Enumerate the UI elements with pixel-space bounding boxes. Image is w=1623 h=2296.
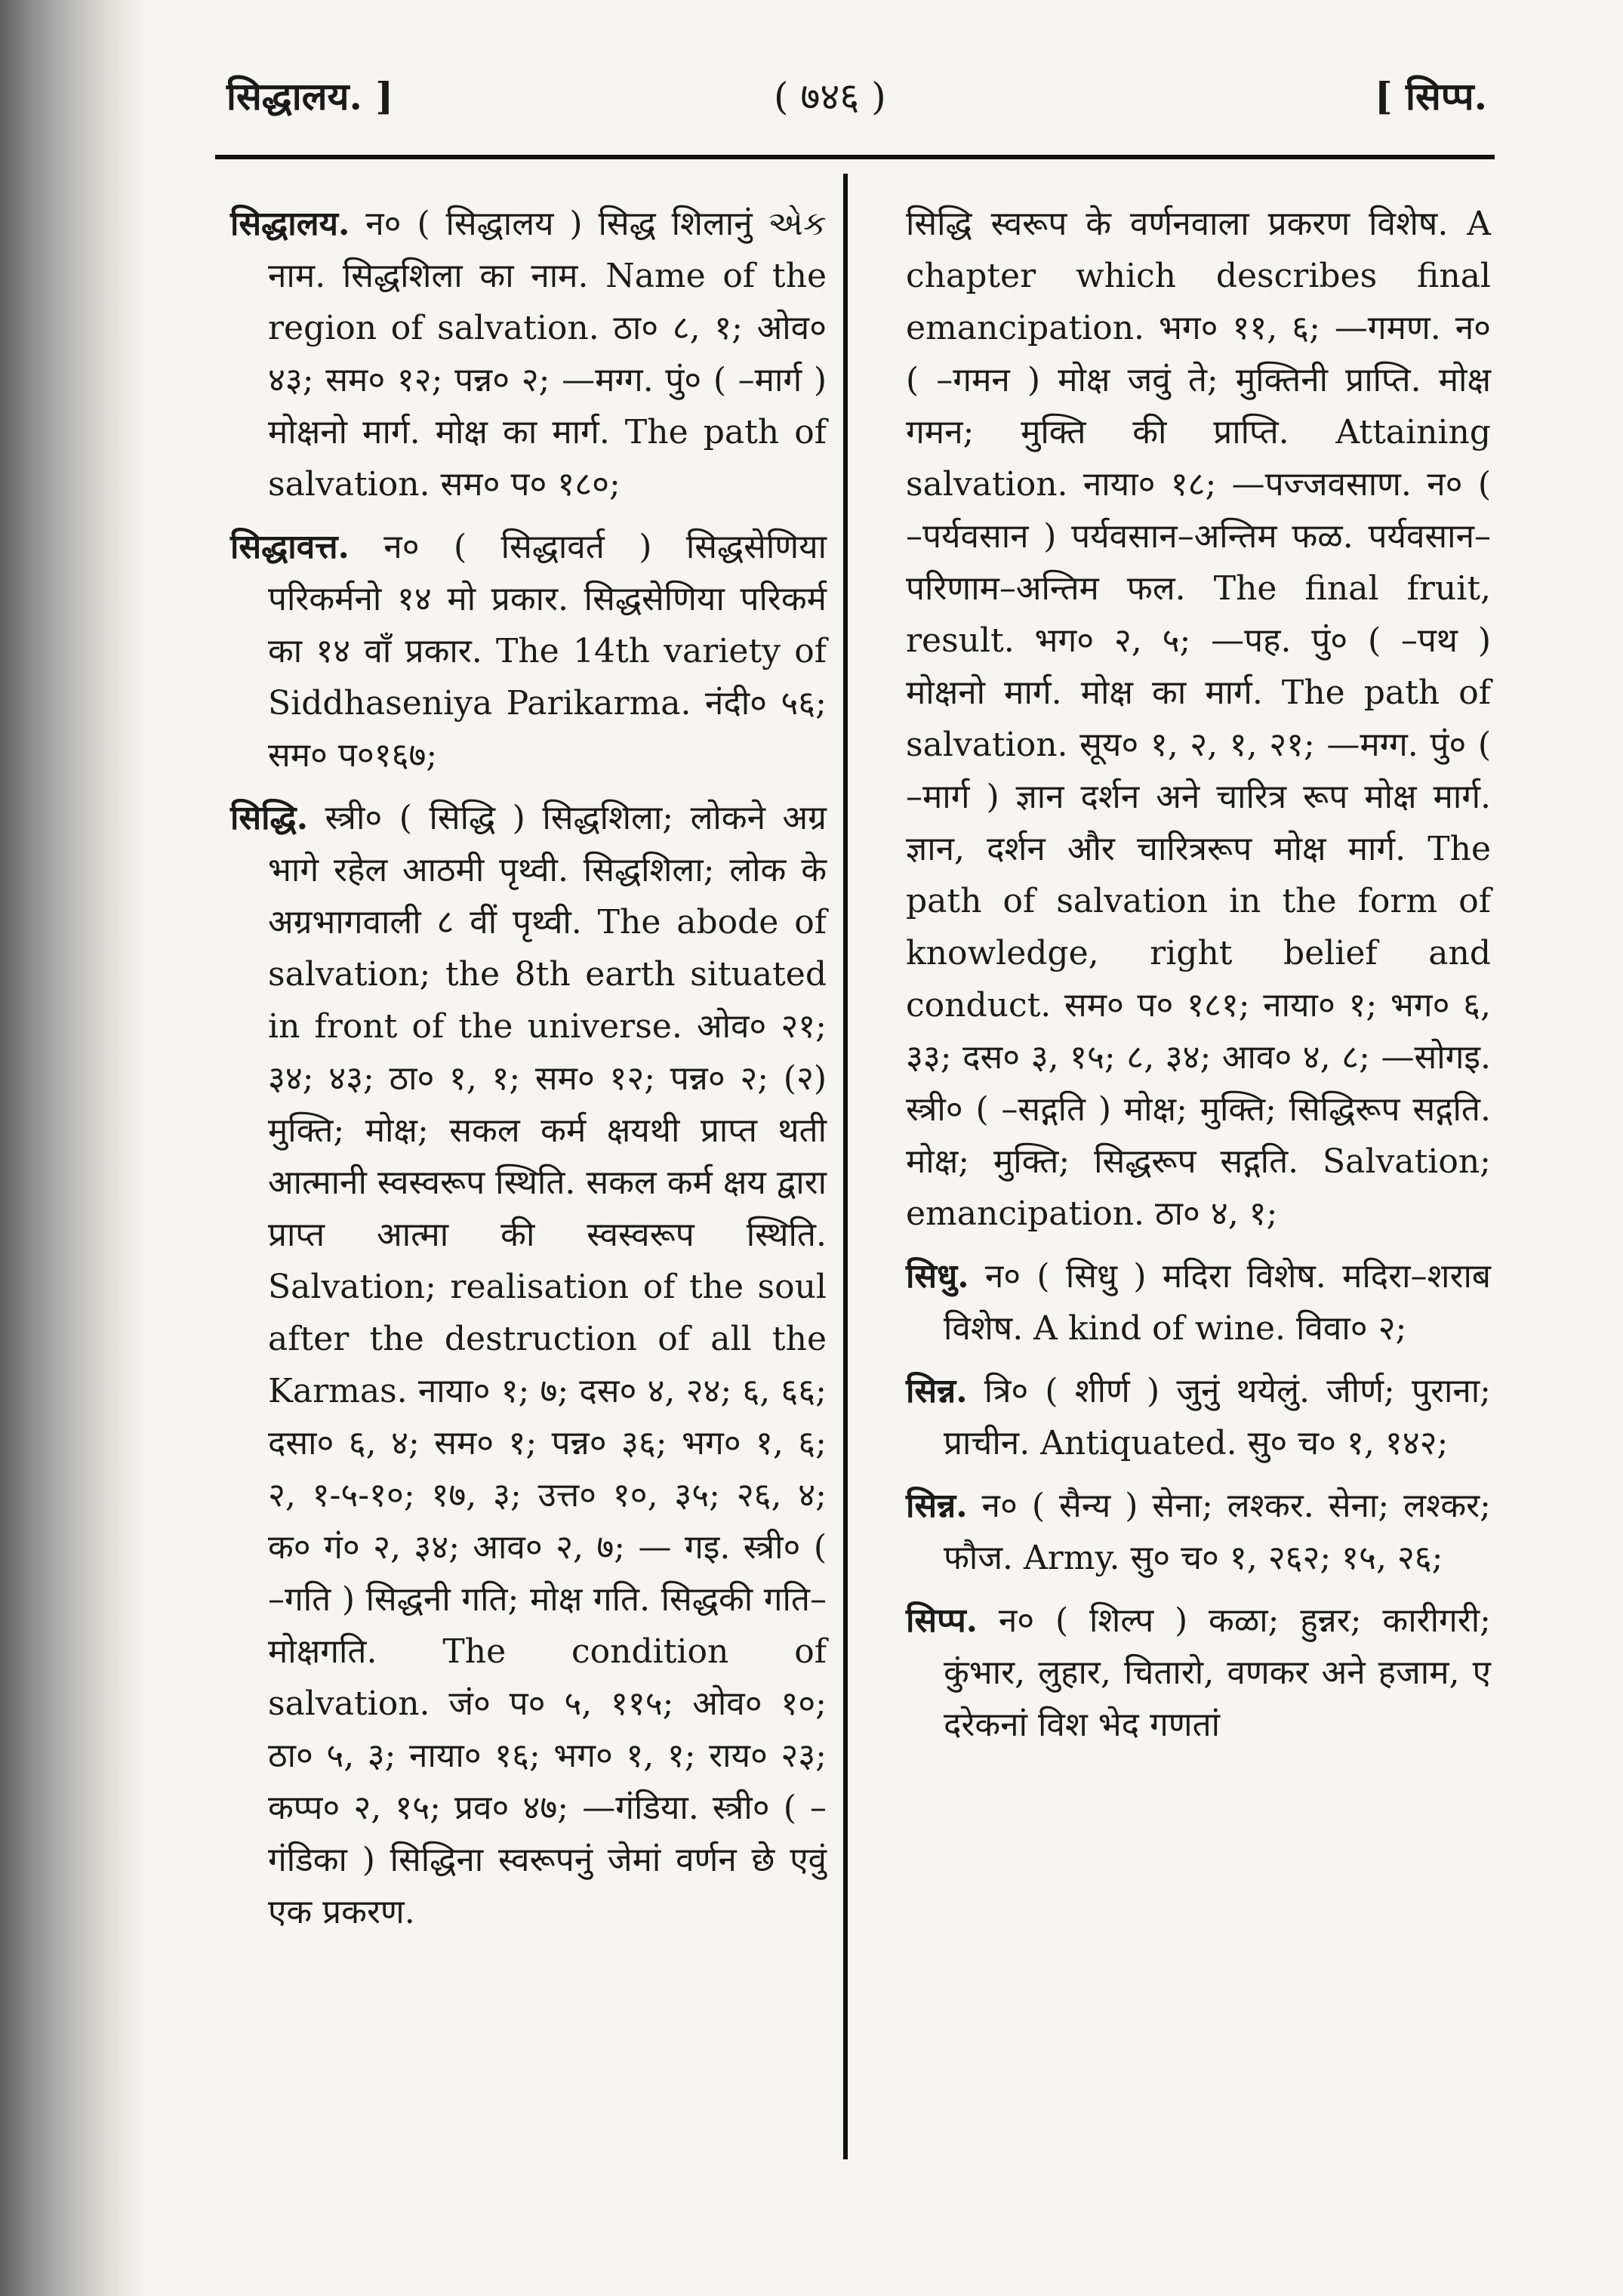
entry-text: त्रि० ( शीर्ण ) जुनुं थयेलुं. जीर्ण; पुराना; प्राचीन. Antiquated. सु० च० १, १४२; [944,1372,1491,1462]
entry-headword: सिद्धावत्त. [230,528,350,566]
entry-headword: सिप्प. [906,1601,978,1640]
dictionary-entry [906,1480,1491,1584]
entry-headword: सिद्धालय. [230,205,350,243]
header-rule [215,155,1495,159]
right-column [906,198,1491,1761]
entry-headword: सिधु. [906,1257,969,1296]
header-left-guideword: सिद्धालय. ] [226,74,394,119]
entry-text: न० ( शिल्प ) कळा; हुन्नर; कारीगरी; कुंभार, लुहार, चितारो, वणकर अने हजाम, ए दरेकनां विश भेद गणतां [944,1601,1491,1744]
entry-text: न० ( सैन्य ) सेना; लश्कर. सेना; लश्कर; फौज. Army. सु० च० १, २६२; १५, २६; [944,1487,1491,1577]
dictionary-entry [230,792,827,1938]
entry-headword: सिद्धि. [230,799,309,837]
entry-headword: सिन्न. [906,1372,968,1410]
page-number: ( ७४६ ) [774,75,886,119]
entry-text: सिद्धि स्वरूप के वर्णनवाला प्रकरण विशेष. A chapter which describes final emancipation. भग० ११, ६; —गमण. न० ( –गमन ) मोक्ष जवुं ते; मुक्तिनी प्राप्ति. मोक्ष गमन; मुक्ति की प्राप्ति. Attaining salvation. नाया० १८; —पज्जवसाण. न० ( –पर्यवसान ) पर्यवसान–अन्तिम फळ. पर्यवसान–परिणाम–अन्तिम फल. The final fruit, result. भग० २, ५; —पह. पुं० ( –पथ ) मोक्षनो मार्ग. मोक्ष का मार्ग. The path of salvation. सूय० १, २, १, २१; —मग्ग. पुं० ( –मार्ग ) ज्ञान दर्शन अने चारित्र रूप मोक्ष मार्ग. ज्ञान, दर्शन और चारित्ररूप मोक्ष मार्ग. The path of salvation in the form of knowledge, right belief and conduct. सम० प० १८१; नाया० १; भग० ६, ३३; दस० ३, १५; ८, ३४; आव० ४, ८; —सोगइ. स्त्री० ( –सद्गति ) मोक्ष; मुक्ति; सिद्धिरूप सद्गति. मोक्ष; मुक्ति; सिद्धरूप सद्गति. Salvation; emancipation. ठा० ४, १; [906,205,1491,1233]
header-right-guideword: [ सिप्प. [1374,74,1487,119]
dictionary-entry [906,1250,1491,1354]
dictionary-entry [230,198,827,510]
entry-text: न० ( सिद्धावर्त ) सिद्धसेणिया परिकर्मनो १४ मो प्रकार. सिद्धसेणिया परिकर्म का १४ वाँ प्रकार. The 14th variety of Siddhaseniya Parikarma. नंदी० ५६; सम० प०१६७; [268,528,827,775]
entry-text: न० ( सिधु ) मदिरा विशेष. मदिरा–शराब विशेष. A kind of wine. विवा० २; [944,1257,1491,1348]
entry-headword: सिन्न. [906,1487,968,1525]
dictionary-entry [906,1365,1491,1469]
entry-text: न० ( सिद्धालय ) सिद्ध शिलानुं એક नाम. सिद्धशिला का नाम. Name of the region of salvation. ठा० ८, १; ओव० ४३; सम० १२; पन्न० २; —मग्ग. पुं० ( –मार्ग ) मोक्षनो मार्ग. मोक्ष का मार्ग. The path of salvation. सम० प० १८०; [268,205,827,504]
column-divider [843,174,848,2159]
dictionary-entry [906,1595,1491,1751]
entry-text: स्त्री० ( सिद्धि ) सिद्धशिला; लोकने अग्र भागे रहेल आठमी पृथ्वी. सिद्धशिला; लोक के अग्रभागवाली ८ वीं पृथ्वी. The abode of salvation; the 8th earth situated in front of the universe. ओव० २१; ३४; ४३; ठा० १, १; सम० १२; पन्न० २; (२) मुक्ति; मोक्ष; सकल कर्म क्षयथी प्राप्त थती आत्मानी स्वस्वरूप स्थिति. सकल कर्म क्षय द्वारा प्राप्त आत्मा की स्वस्वरूप स्थिति. Salvation; realisation of the soul after the destruction of all the Karmas. नाया० १; ७; दस० ४, २४; ६, ६६; दसा० ६, ४; सम० १; पन्न० ३६; भग० १, ६; २, १-५-१०; १७, ३; उत्त० १०, ३५; २६, ४; क० गं० २, ३४; आव० २, ७; — गइ. स्त्री० ( –गति ) सिद्धनी गति; मोक्ष गति. सिद्धकी गति–मोक्षगति. The condition of salvation. जं० प० ५, ११५; ओव० १०; ठा० ५, ३; नाया० १६; भग० १, १; राय० २३; कप्प० २, १५; प्रव० ४७; —गंडिया. स्त्री० ( –गंडिका ) सिद्धिना स्वरूपनुं जेमां वर्णन छे एवुं एक प्रकरण. [268,799,827,1931]
left-column [230,198,827,1949]
dictionary-entry-continuation [906,198,1491,1240]
dictionary-entry [230,521,827,781]
